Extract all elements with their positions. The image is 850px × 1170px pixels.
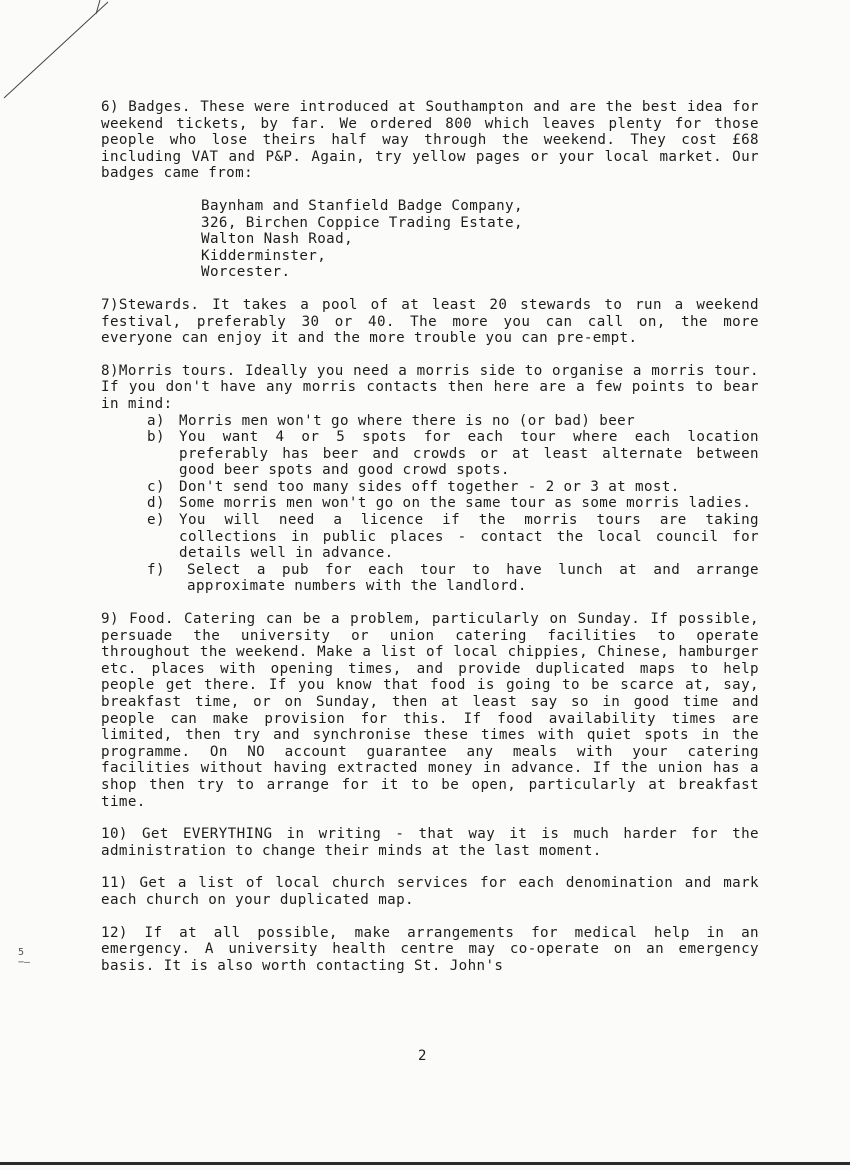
section-writing: 10) Get EVERYTHING in writing - that way it is much harder for the administration to change their minds at the last moment.: [101, 826, 759, 859]
section-church: 11) Get a list of local church services for each denomination and mark each church on your duplicated map.: [101, 875, 759, 908]
address-line: Worcester.: [201, 264, 291, 281]
list-item-label: f): [147, 561, 165, 578]
list-item: [147, 512, 759, 562]
morris-tips-list: [101, 413, 759, 596]
list-item-label: a): [147, 412, 165, 429]
page-body: [101, 99, 759, 974]
badge-company-address: [201, 198, 759, 281]
section-food: 9) Food. Catering can be a problem, particularly on Sunday. If possible, persuade the university or union catering facilities to operate throughout the weekend. Make a list of local chippies, Chinese, hamburger etc. places with opening times, and provide duplicated maps to help people get there. If you know that food is going to be scarce at, say, breakfast time, or on Sunday, then at least say so in good time and people can make provision for this. If food availability times are limited, then try and synchronise these times with quiet spots in the programme. On NO account guarantee any meals with your catering facilities without having extracted money in advance. If the union has a shop then try to arrange for it to be open, particularly at breakfast time.: [101, 611, 759, 810]
section-stewards: 7)Stewards. It takes a pool of at least 20 stewards to run a weekend festival, preferably 30 or 40. The more you can call on, the more everyone can enjoy it and the more trouble you can pre-empt.: [101, 296, 759, 347]
list-item-text: You want 4 or 5 spots for each tour where each location preferably has beer and crowds or at least alternate between good beer spots and good crowd spots.: [179, 429, 759, 479]
list-item: [147, 429, 759, 479]
list-item-label: e): [147, 512, 165, 529]
address-line: Kidderminster,: [201, 247, 327, 264]
list-item-text: Morris men won't go where there is no (or bad) beer: [179, 412, 636, 429]
list-item-text: Don't send too many sides off together - 2 or 3 at most.: [179, 478, 680, 495]
list-item: [147, 495, 759, 512]
section-badges: 6) Badges. These were introduced at Southampton and are the best idea for weekend tickets, by far. We ordered 800 which leaves plenty for those people who lose theirs half way through the weekend. They cost £68 including VAT and P&P. Again, try yellow pages or your local market. Our badges came from:: [101, 99, 759, 182]
scan-bottom-edge: [0, 1162, 850, 1165]
list-item: [147, 562, 759, 595]
list-item-label: c): [147, 478, 165, 495]
list-item-text: You will need a licence if the morris tours are taking collections in public places - contact the local council for details well in advance.: [179, 512, 759, 562]
section-morris-tours: 8)Morris tours. Ideally you need a morris side to organise a morris tour. If you don't have any morris contacts then here are a few points to bear in mind:: [101, 362, 759, 412]
list-item-text: Select a pub for each tour to have lunch at and arrange approximate numbers with the landlord.: [187, 561, 759, 595]
list-item: [147, 479, 759, 496]
section-medical: 12) If at all possible, make arrangements for medical help in an emergency. A university health centre may co-operate on an emergency basis. It is also worth contacting St. John's: [101, 924, 759, 974]
address-line: Walton Nash Road,: [201, 231, 354, 248]
page-number: 2: [418, 1048, 427, 1064]
list-item: [147, 413, 759, 430]
scan-corner-mark: [0, 0, 120, 110]
list-item-label: b): [147, 429, 165, 446]
margin-scribble: 5 −–: [18, 947, 31, 968]
address-line: Baynham and Stanfield Badge Company,: [201, 197, 523, 214]
list-item-label: d): [147, 495, 165, 512]
address-line: 326, Birchen Coppice Trading Estate,: [201, 214, 523, 231]
list-item-text: Some morris men won't go on the same tour as some morris ladies.: [179, 495, 752, 512]
